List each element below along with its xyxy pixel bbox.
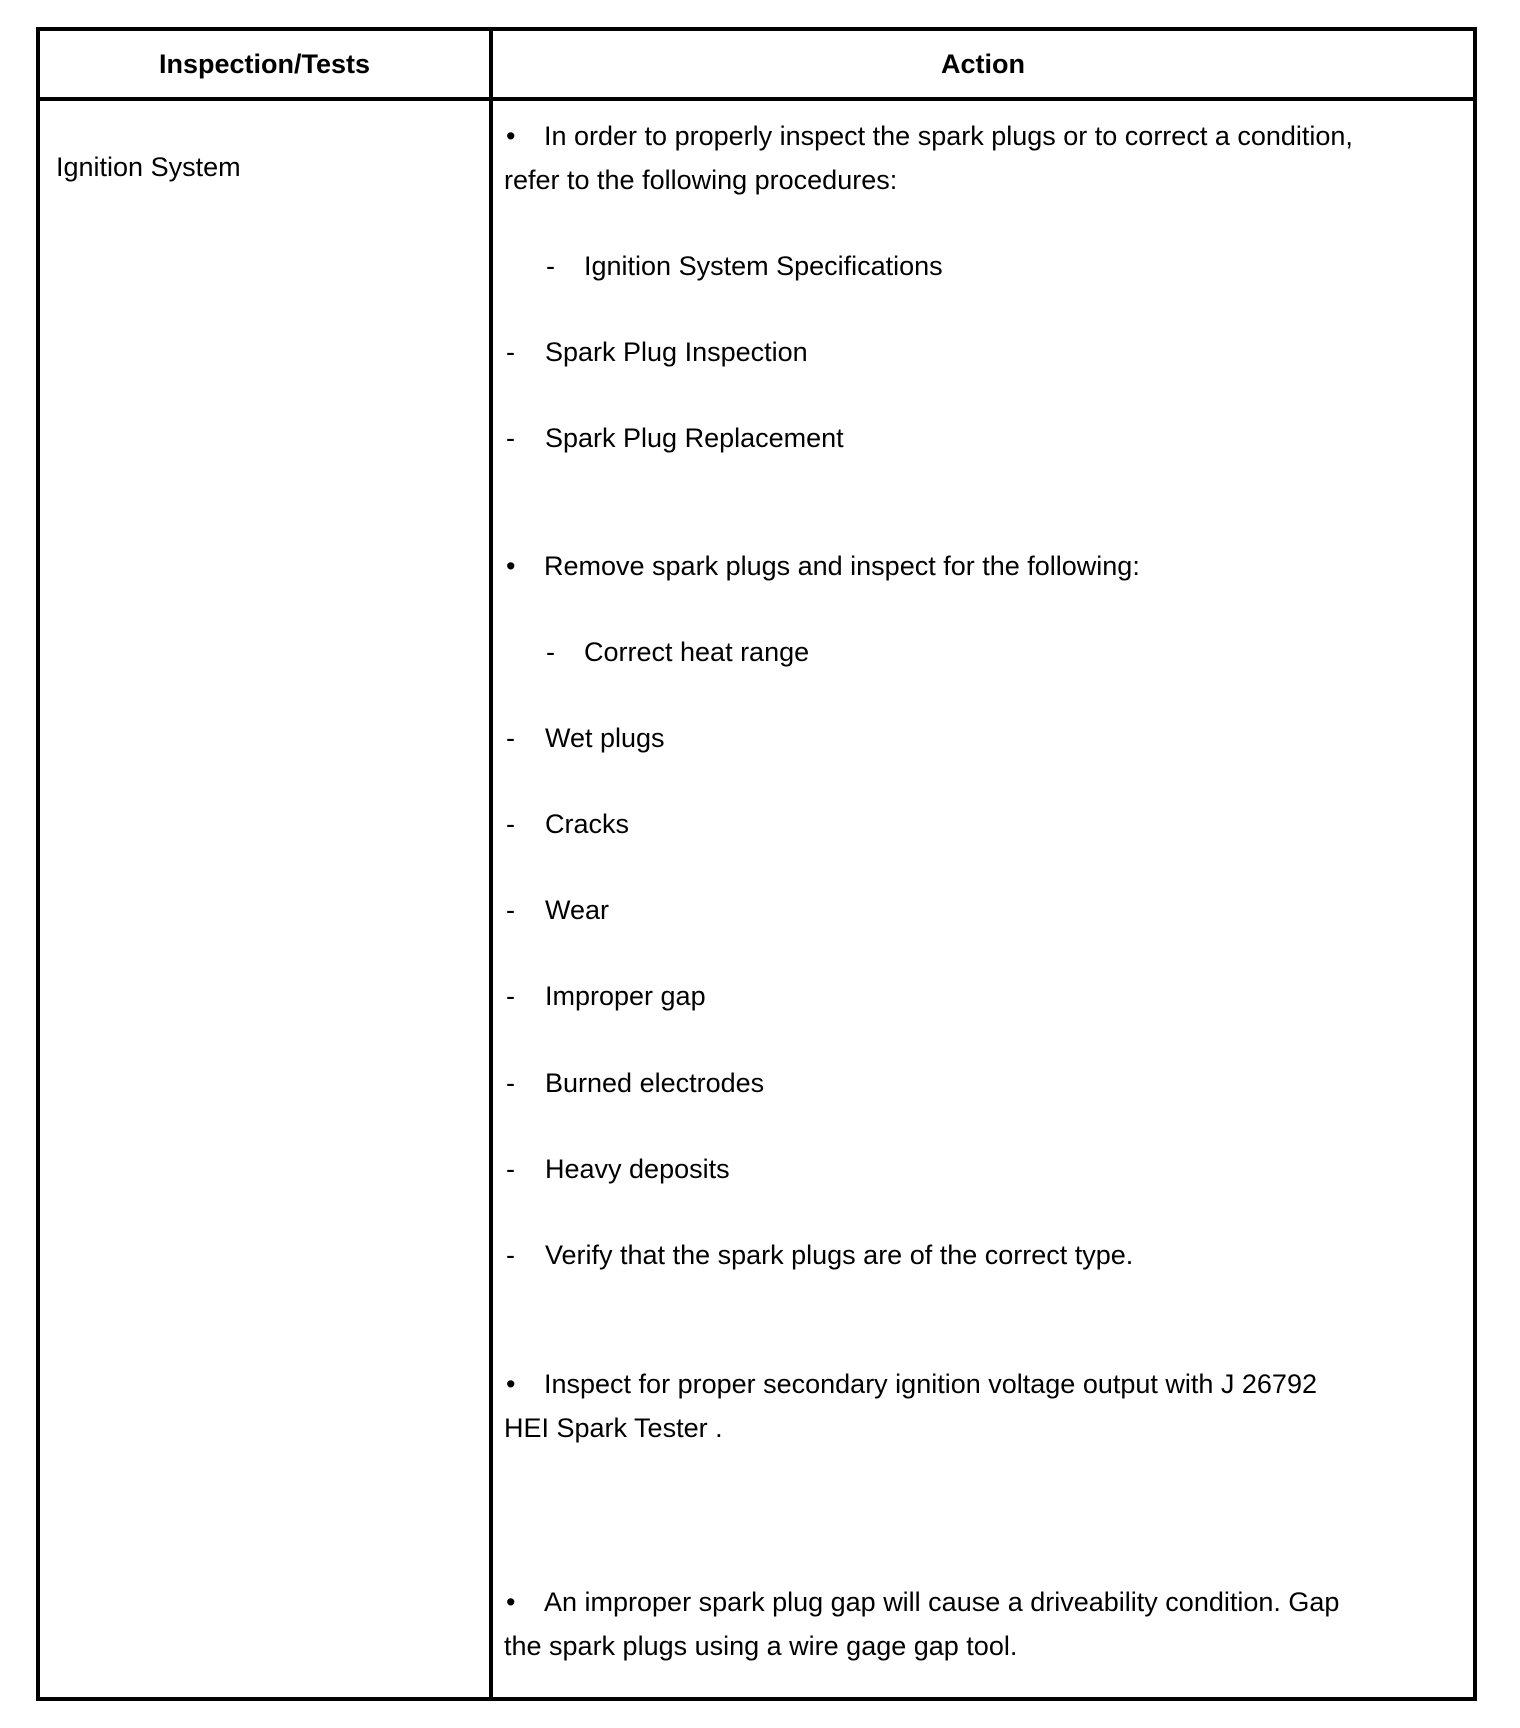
action-text: In order to properly inspect the spark plugs or to correct a condition, (544, 121, 1353, 151)
header-inspection-tests: Inspection/Tests (158, 48, 371, 79)
row-label-ignition-system: Ignition System (56, 152, 241, 182)
dash-marker: - (506, 981, 515, 1011)
list-item: Improper gap (545, 981, 706, 1011)
bullet-marker: • (506, 121, 516, 151)
header-action: Action (941, 48, 1025, 79)
action-text: Inspect for proper secondary ignition voltage output with J 26792 (544, 1369, 1317, 1399)
dash-marker: - (506, 1068, 515, 1098)
list-item: Heavy deposits (545, 1154, 730, 1184)
dash-marker: - (506, 1240, 515, 1270)
column-divider (489, 31, 493, 1697)
dash-marker: - (546, 637, 555, 667)
dash-marker: - (546, 251, 555, 281)
list-item: Spark Plug Inspection (545, 337, 808, 367)
list-item: Verify that the spark plugs are of the correct type. (545, 1240, 1134, 1270)
dash-marker: - (506, 423, 515, 453)
list-item: Cracks (545, 809, 630, 839)
dash-marker: - (506, 1154, 515, 1184)
action-text: Remove spark plugs and inspect for the following: (544, 551, 1140, 581)
dash-marker: - (506, 337, 515, 367)
bullet-marker: • (506, 551, 516, 581)
dash-marker: - (506, 723, 515, 753)
action-text: An improper spark plug gap will cause a driveability condition. Gap (544, 1587, 1340, 1617)
dash-marker: - (506, 809, 515, 839)
list-item: Ignition System Specifications (584, 251, 943, 281)
list-item: Burned electrodes (545, 1068, 765, 1098)
list-item: Correct heat range (584, 637, 810, 667)
list-item: Wet plugs (545, 723, 665, 753)
header-divider (40, 97, 1473, 101)
bullet-marker: • (506, 1587, 516, 1617)
action-text: the spark plugs using a wire gage gap tool. (504, 1631, 1018, 1661)
action-text: HEI Spark Tester . (504, 1413, 723, 1443)
list-item: Wear (545, 895, 610, 925)
bullet-marker: • (506, 1369, 516, 1399)
list-item: Spark Plug Replacement (545, 423, 844, 453)
action-text: refer to the following procedures: (504, 165, 898, 195)
dash-marker: - (506, 895, 515, 925)
